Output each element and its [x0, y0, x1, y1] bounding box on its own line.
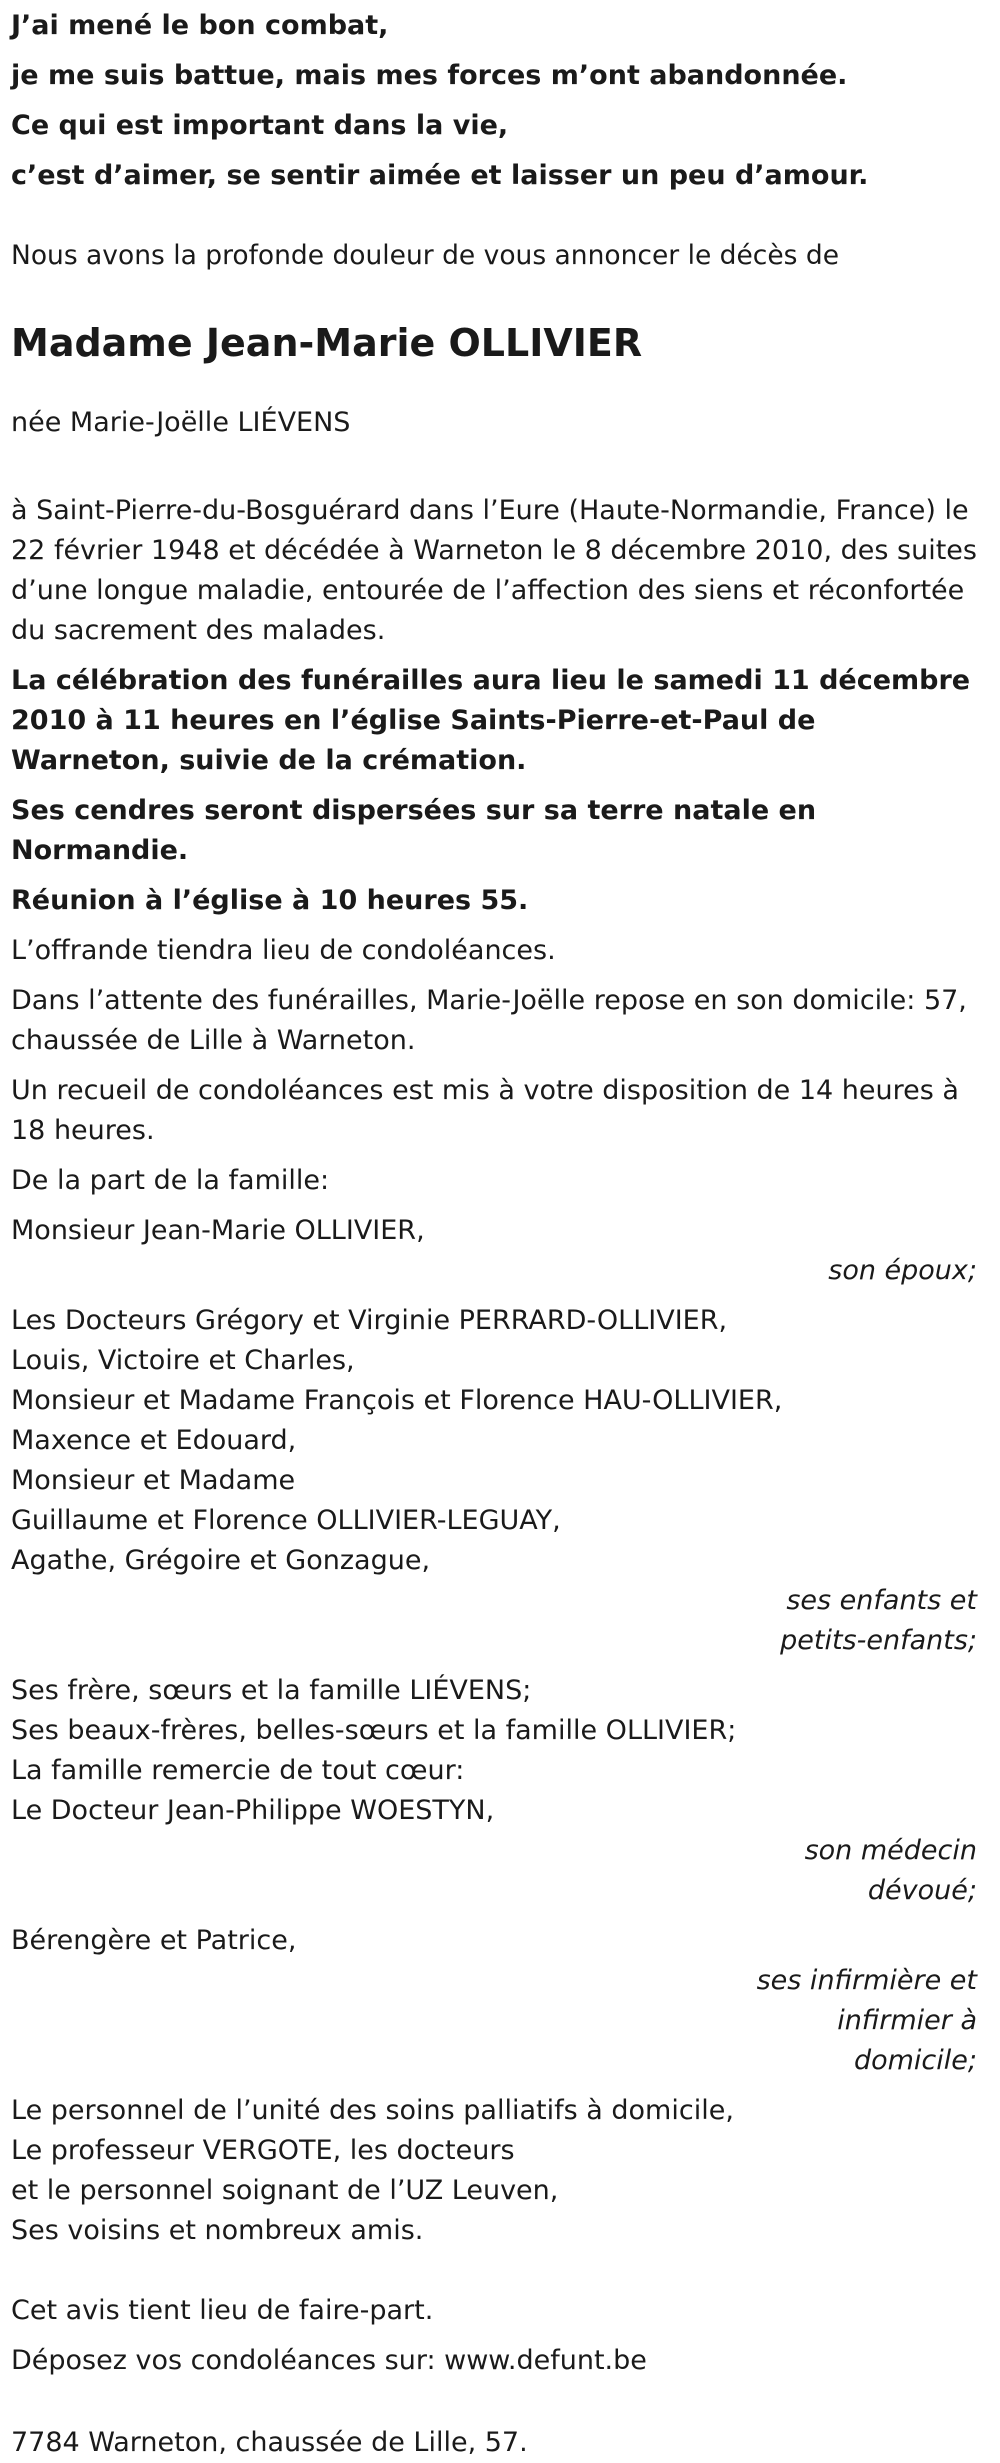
- husband: Monsieur Jean-Marie OLLIVIER,: [11, 1215, 425, 1246]
- doctor-role: dévoué;: [867, 1875, 977, 1906]
- list-item: Les Docteurs Grégory et Virginie PERRARD-OLLIVIER,: [11, 1305, 728, 1336]
- list-item: Ses beaux-frères, belles-sœurs et la famille OLLIVIER;: [11, 1715, 737, 1746]
- family-intro: De la part de la famille:: [11, 1165, 330, 1196]
- thanks-list: [11, 2091, 981, 2251]
- list-item: Le personnel de l’unité des soins palliatifs à domicile,: [11, 2095, 734, 2126]
- birth-death-text: à Saint-Pierre-du-Bosguérard dans l’Eure (Haute-Normandie, France) le 22 février 1948 et décédée à Warneton le 8 décembre 2010, des suites d’une longue maladie, entourée de l’affection des siens et réconfortée du sacrement des malades.: [11, 495, 977, 646]
- children-role: petits-enfants;: [780, 1625, 977, 1656]
- ashes-info: Ses cendres seront dispersées sur sa terre natale en Normandie.: [11, 795, 817, 866]
- list-item: Ses voisins et nombreux amis.: [11, 2215, 424, 2246]
- list-item: Monsieur et Madame François et Florence HAU-OLLIVIER,: [11, 1385, 783, 1416]
- list-item: Monsieur et Madame: [11, 1465, 296, 1496]
- register-info: Un recueil de condoléances est mis à votre disposition de 14 heures à 18 heures.: [11, 1075, 959, 1146]
- nurses-role: ses infirmière et: [756, 1965, 977, 1996]
- children-role: ses enfants et: [786, 1585, 977, 1616]
- list-item: Le Docteur Jean-Philippe WOESTYN,: [11, 1795, 495, 1826]
- poem-line: c’est d’aimer, se sentir aimée et laisser un peu d’amour.: [11, 160, 869, 191]
- deceased-name: Madame Jean-Marie OLLIVIER: [11, 321, 643, 365]
- nurses-role: infirmier à: [837, 2005, 977, 2036]
- offering-info: L’offrande tiendra lieu de condoléances.: [11, 935, 556, 966]
- nurses-role: domicile;: [853, 2045, 977, 2076]
- meeting-info: Réunion à l’église à 10 heures 55.: [11, 885, 529, 916]
- address: 7784 Warneton, chaussée de Lille, 57.: [11, 2427, 528, 2458]
- list-item: Ses frère, sœurs et la famille LIÉVENS;: [11, 1675, 532, 1706]
- list-item: Agathe, Grégoire et Gonzague,: [11, 1545, 431, 1576]
- doctor-role: son médecin: [804, 1835, 977, 1866]
- children-list: [11, 1301, 981, 1581]
- maiden-name: née Marie-Joëlle LIÉVENS: [11, 407, 351, 438]
- husband-role: son époux;: [828, 1255, 977, 1286]
- funeral-info: La célébration des funérailles aura lieu le samedi 11 décembre 2010 à 11 heures en l’église Saints-Pierre-et-Paul de Warneton, suivie de la crémation.: [11, 665, 971, 776]
- list-item: La famille remercie de tout cœur:: [11, 1755, 465, 1786]
- nurses: Bérengère et Patrice,: [11, 1925, 297, 1956]
- notice: Cet avis tient lieu de faire-part.: [11, 2295, 434, 2326]
- death-notice: [11, 0, 981, 2463]
- list-item: Louis, Victoire et Charles,: [11, 1345, 355, 1376]
- announcement: Nous avons la profonde douleur de vous annoncer le décès de: [11, 240, 840, 271]
- list-item: Guillaume et Florence OLLIVIER-LEGUAY,: [11, 1505, 561, 1536]
- list-item: Le professeur VERGOTE, les docteurs: [11, 2135, 515, 2166]
- list-item: et le personnel soignant de l’UZ Leuven,: [11, 2175, 559, 2206]
- poem: [11, 1, 981, 201]
- list-item: Maxence et Edouard,: [11, 1425, 297, 1456]
- relatives-list: [11, 1671, 981, 1831]
- repose-info: Dans l’attente des funérailles, Marie-Joëlle repose en son domicile: 57, chaussée de Lille à Warneton.: [11, 985, 967, 1056]
- condolences-link: Déposez vos condoléances sur: www.defunt.be: [11, 2345, 647, 2376]
- poem-line: Ce qui est important dans la vie,: [11, 110, 509, 141]
- poem-line: je me suis battue, mais mes forces m’ont abandonnée.: [11, 60, 848, 91]
- poem-line: J’ai mené le bon combat,: [11, 10, 389, 41]
